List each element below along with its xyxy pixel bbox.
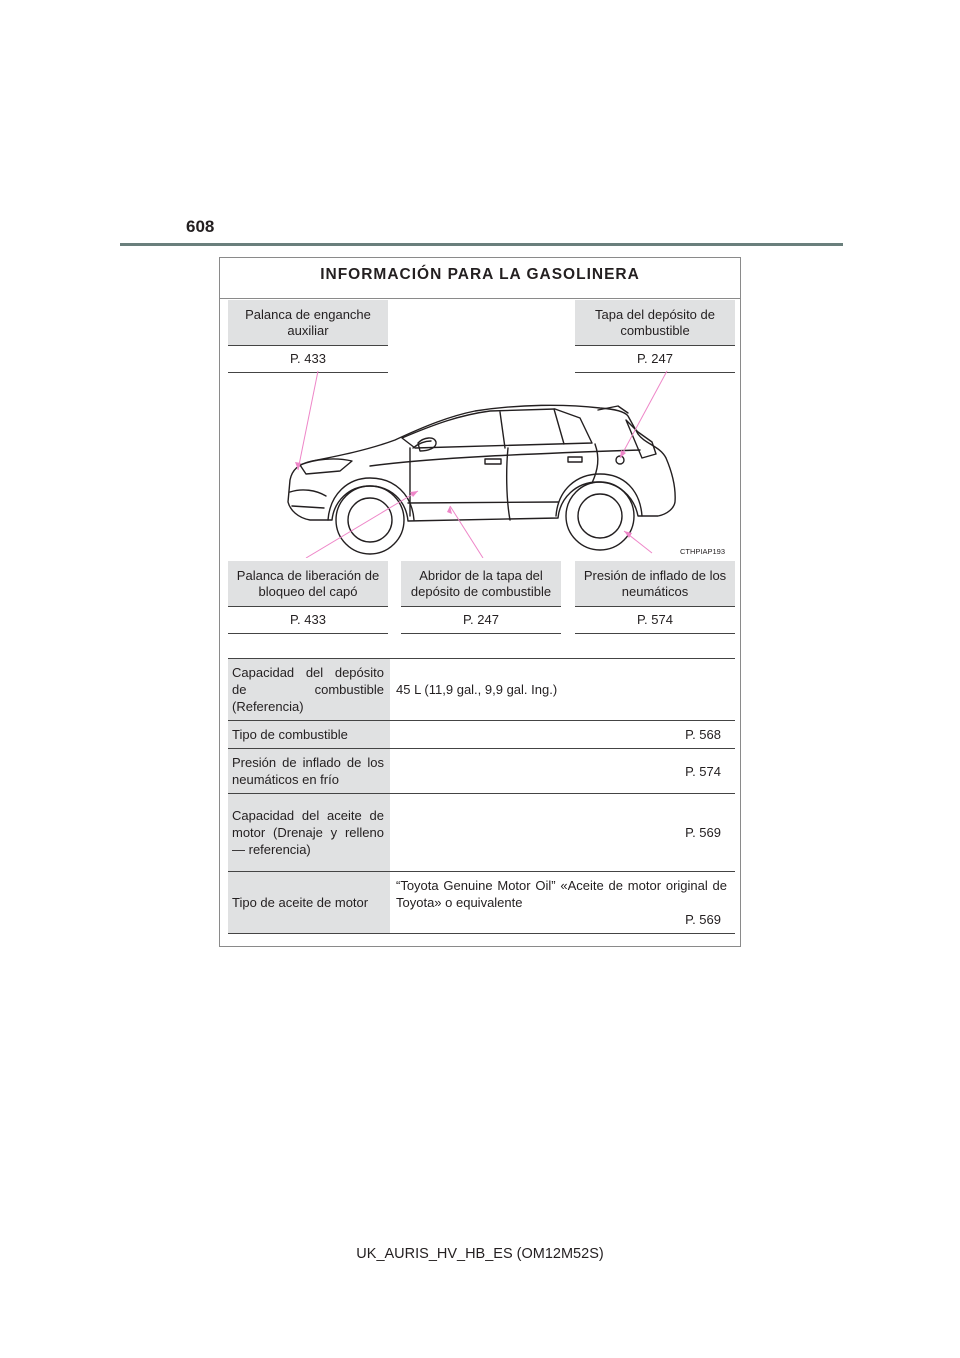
table-row	[228, 721, 735, 749]
spec-page-ref: P. 568	[390, 721, 735, 749]
table-row	[228, 749, 735, 794]
spec-label: Tipo de combustible	[228, 721, 390, 749]
box-title: INFORMACIÓN PARA LA GASOLINERA	[320, 266, 640, 283]
callout-page-ref: P. 433	[228, 607, 388, 634]
spec-label: Presión de inflado de los neumáticos en frío	[228, 749, 390, 794]
spec-value: 45 L (11,9 gal., 9,9 gal. Ing.)	[390, 659, 735, 721]
spec-label: Tipo de aceite de motor	[228, 872, 390, 934]
table-row	[228, 872, 735, 934]
callout-page-ref: P. 433	[228, 346, 388, 373]
callout-page-ref: P. 247	[575, 346, 735, 373]
callout-fuel-door-opener	[401, 561, 561, 634]
callout-label: Abridor de la tapa del depósito de combustible	[401, 561, 561, 607]
spec-value: “Toyota Genuine Motor Oil” «Aceite de motor original de Toyota» o equivalente	[396, 878, 727, 910]
callout-label: Palanca de enganche auxiliar	[228, 300, 388, 346]
car-illustration	[220, 258, 740, 558]
spec-page-ref: P. 569	[685, 912, 721, 927]
callout-label: Palanca de liberación de bloqueo del capó	[228, 561, 388, 607]
table-row	[228, 794, 735, 872]
callout-label: Presión de inflado de los neumáticos	[575, 561, 735, 607]
callout-page-ref: P. 574	[575, 607, 735, 634]
spec-value-cell	[390, 872, 735, 934]
footer-doc-code: UK_AURIS_HV_HB_ES (OM12M52S)	[356, 1246, 604, 1262]
gas-station-info-box	[219, 257, 741, 947]
header-rule	[120, 243, 843, 246]
callout-tire-pressure	[575, 561, 735, 634]
spec-page-ref: P. 574	[390, 749, 735, 794]
spec-label: Capacidad del aceite de motor (Drenaje y relleno — referencia)	[228, 794, 390, 872]
table-row	[228, 659, 735, 721]
spec-table	[228, 658, 735, 934]
page-number: 608	[186, 217, 215, 236]
image-code: CTHPIAP193	[680, 547, 726, 556]
spec-page-ref: P. 569	[390, 794, 735, 872]
callout-label: Tapa del depósito de combustible	[575, 300, 735, 346]
spec-label: Capacidad del depósito de combustible (Referencia)	[228, 659, 390, 721]
callout-page-ref: P. 247	[401, 607, 561, 634]
callout-hood-lock-release-lever	[228, 561, 388, 634]
